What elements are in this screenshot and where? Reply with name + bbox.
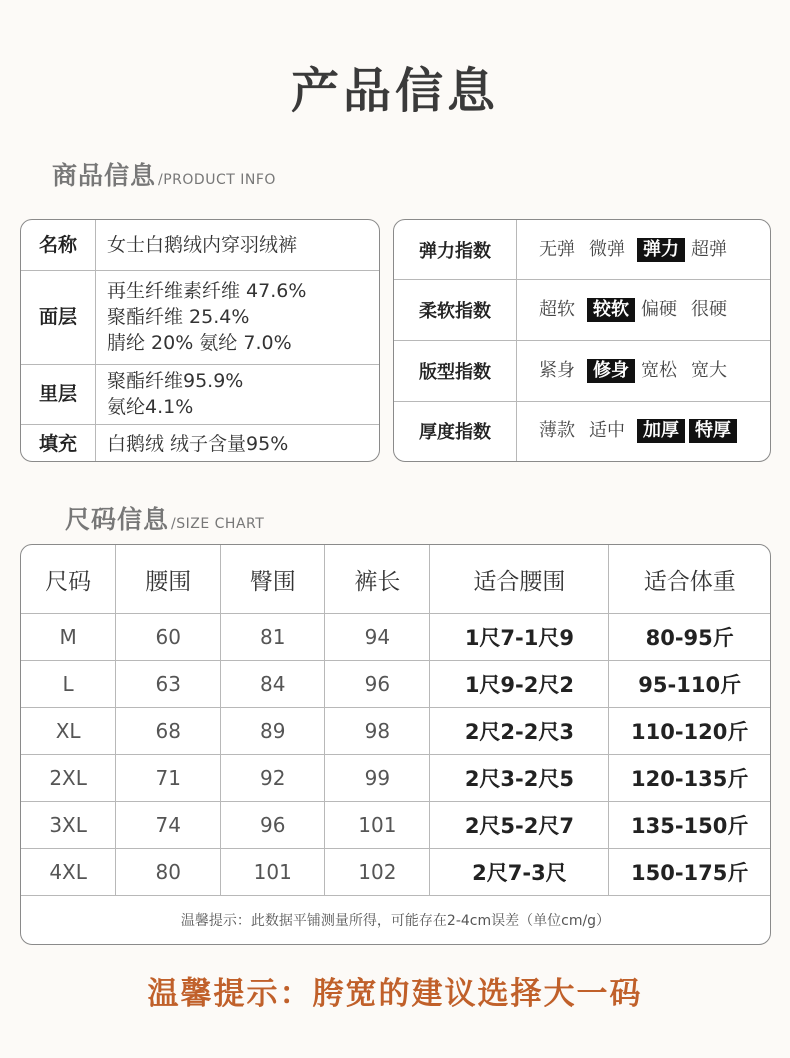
size-chart-row <box>21 755 770 802</box>
product-info-key: 里层 <box>21 364 96 424</box>
size-chart-note: 温馨提示：此数据平铺测量所得，可能存在2-4cm误差（单位cm/g） <box>180 913 611 929</box>
product-info-line: 再生纤维素纤维 47.6% <box>107 280 307 302</box>
size-chart-cell: 2XL <box>21 755 116 802</box>
size-chart-header: 适合体重 <box>609 545 770 614</box>
size-chart-row <box>21 614 770 661</box>
index-key: 版型指数 <box>394 340 517 401</box>
index-key: 柔软指数 <box>394 280 517 341</box>
index-option-selected: 弹力 <box>637 238 685 262</box>
size-chart-cell: XL <box>21 708 116 755</box>
size-chart-cell: 101 <box>325 802 430 849</box>
size-chart-header: 适合腰围 <box>430 545 609 614</box>
index-key: 厚度指数 <box>394 401 517 461</box>
product-info-line: 白鹅绒 绒子含量95% <box>107 432 289 455</box>
size-chart-cell: 68 <box>116 708 221 755</box>
size-chart-cell: 2尺2-2尺3 <box>430 708 609 755</box>
size-chart-header-row <box>21 545 770 614</box>
product-info-value <box>96 220 380 270</box>
size-chart-cell: L <box>21 661 116 708</box>
size-chart-cell: 80 <box>116 849 221 896</box>
product-info-key: 面层 <box>21 270 96 364</box>
size-chart-cell: 98 <box>325 708 430 755</box>
index-options <box>517 220 771 280</box>
size-chart-cell: 110-120斤 <box>609 708 770 755</box>
index-options <box>517 340 771 401</box>
index-option: 无弹 <box>539 238 575 260</box>
product-info-line: 氨纶4.1% <box>107 396 194 418</box>
size-chart-cell: 81 <box>221 614 325 661</box>
product-info-row <box>21 270 379 364</box>
size-chart-cell: 95-110斤 <box>609 661 770 708</box>
size-chart-cell: 96 <box>221 802 325 849</box>
product-info-row <box>21 220 379 270</box>
size-chart-cell: 63 <box>116 661 221 708</box>
size-chart-header: 尺码 <box>21 545 116 614</box>
size-chart-heading-en: /SIZE CHART <box>171 516 265 532</box>
size-chart-cell: 94 <box>325 614 430 661</box>
size-chart-cell: 120-135斤 <box>609 755 770 802</box>
size-chart-cell: 1尺9-2尺2 <box>430 661 609 708</box>
size-chart-cell: 2尺3-2尺5 <box>430 755 609 802</box>
product-info-heading-zh: 商品信息 <box>52 161 157 190</box>
product-info-key: 名称 <box>21 220 96 270</box>
size-chart-cell: 4XL <box>21 849 116 896</box>
size-chart-header: 腰围 <box>116 545 221 614</box>
index-row <box>394 340 770 401</box>
product-info-value <box>96 424 380 462</box>
index-row <box>394 220 770 280</box>
size-chart-row <box>21 802 770 849</box>
index-row <box>394 280 770 341</box>
index-key: 弹力指数 <box>394 220 517 280</box>
index-option-selected: 修身 <box>587 359 635 383</box>
index-option: 宽松 <box>641 359 677 381</box>
product-info-heading-en: /PRODUCT INFO <box>158 172 276 188</box>
index-option-selected: 较软 <box>587 298 635 322</box>
size-chart-header: 裤长 <box>325 545 430 614</box>
page-title: 产品信息 <box>290 63 499 119</box>
size-chart-cell: 60 <box>116 614 221 661</box>
index-option: 偏硬 <box>641 299 677 321</box>
index-option: 适中 <box>589 420 625 442</box>
index-options <box>517 280 771 341</box>
size-chart-cell: 84 <box>221 661 325 708</box>
size-chart-cell: 71 <box>116 755 221 802</box>
index-row <box>394 401 770 461</box>
size-chart-cell: 102 <box>325 849 430 896</box>
index-options <box>517 401 771 461</box>
size-chart-header: 臀围 <box>221 545 325 614</box>
size-chart-cell: 99 <box>325 755 430 802</box>
product-info-line: 女士白鹅绒内穿羽绒裤 <box>107 233 298 256</box>
fit-tip: 温馨提示：胯宽的建议选择大一码 <box>147 976 643 1012</box>
product-info-line: 腈纶 20% 氨纶 7.0% <box>107 332 292 354</box>
size-chart-cell: 135-150斤 <box>609 802 770 849</box>
size-chart <box>20 544 771 945</box>
size-chart-cell: 89 <box>221 708 325 755</box>
index-option: 很硬 <box>691 299 727 321</box>
size-chart-row <box>21 708 770 755</box>
product-info-value <box>96 270 380 364</box>
index-option: 宽大 <box>691 359 727 381</box>
product-info-value <box>96 364 380 424</box>
product-info-table <box>20 219 380 462</box>
product-info-heading <box>52 156 276 192</box>
size-chart-cell: 101 <box>221 849 325 896</box>
size-chart-cell: 3XL <box>21 802 116 849</box>
size-chart-heading-zh: 尺码信息 <box>65 505 170 534</box>
size-chart-cell: 80-95斤 <box>609 614 770 661</box>
product-info-key: 填充 <box>21 424 96 462</box>
product-info-line: 聚酯纤维 25.4% <box>107 306 250 328</box>
size-chart-cell: 1尺7-1尺9 <box>430 614 609 661</box>
index-option: 超软 <box>539 299 575 321</box>
size-chart-cell: 2尺5-2尺7 <box>430 802 609 849</box>
index-option-selected: 特厚 <box>689 419 737 443</box>
product-info-row <box>21 424 379 462</box>
size-chart-cell: 92 <box>221 755 325 802</box>
index-option: 薄款 <box>539 420 575 442</box>
index-option: 微弹 <box>589 238 625 260</box>
size-chart-cell: 2尺7-3尺 <box>430 849 609 896</box>
index-option: 紧身 <box>539 359 575 381</box>
size-chart-heading <box>65 500 264 536</box>
size-chart-cell: 96 <box>325 661 430 708</box>
index-table <box>393 219 771 462</box>
index-option: 超弹 <box>691 238 727 260</box>
size-chart-row <box>21 849 770 896</box>
size-chart-cell: M <box>21 614 116 661</box>
size-chart-row <box>21 661 770 708</box>
size-chart-cell: 74 <box>116 802 221 849</box>
product-info-row <box>21 364 379 424</box>
index-option-selected: 加厚 <box>637 419 685 443</box>
product-info-line: 聚酯纤维95.9% <box>107 370 244 392</box>
size-chart-cell: 150-175斤 <box>609 849 770 896</box>
